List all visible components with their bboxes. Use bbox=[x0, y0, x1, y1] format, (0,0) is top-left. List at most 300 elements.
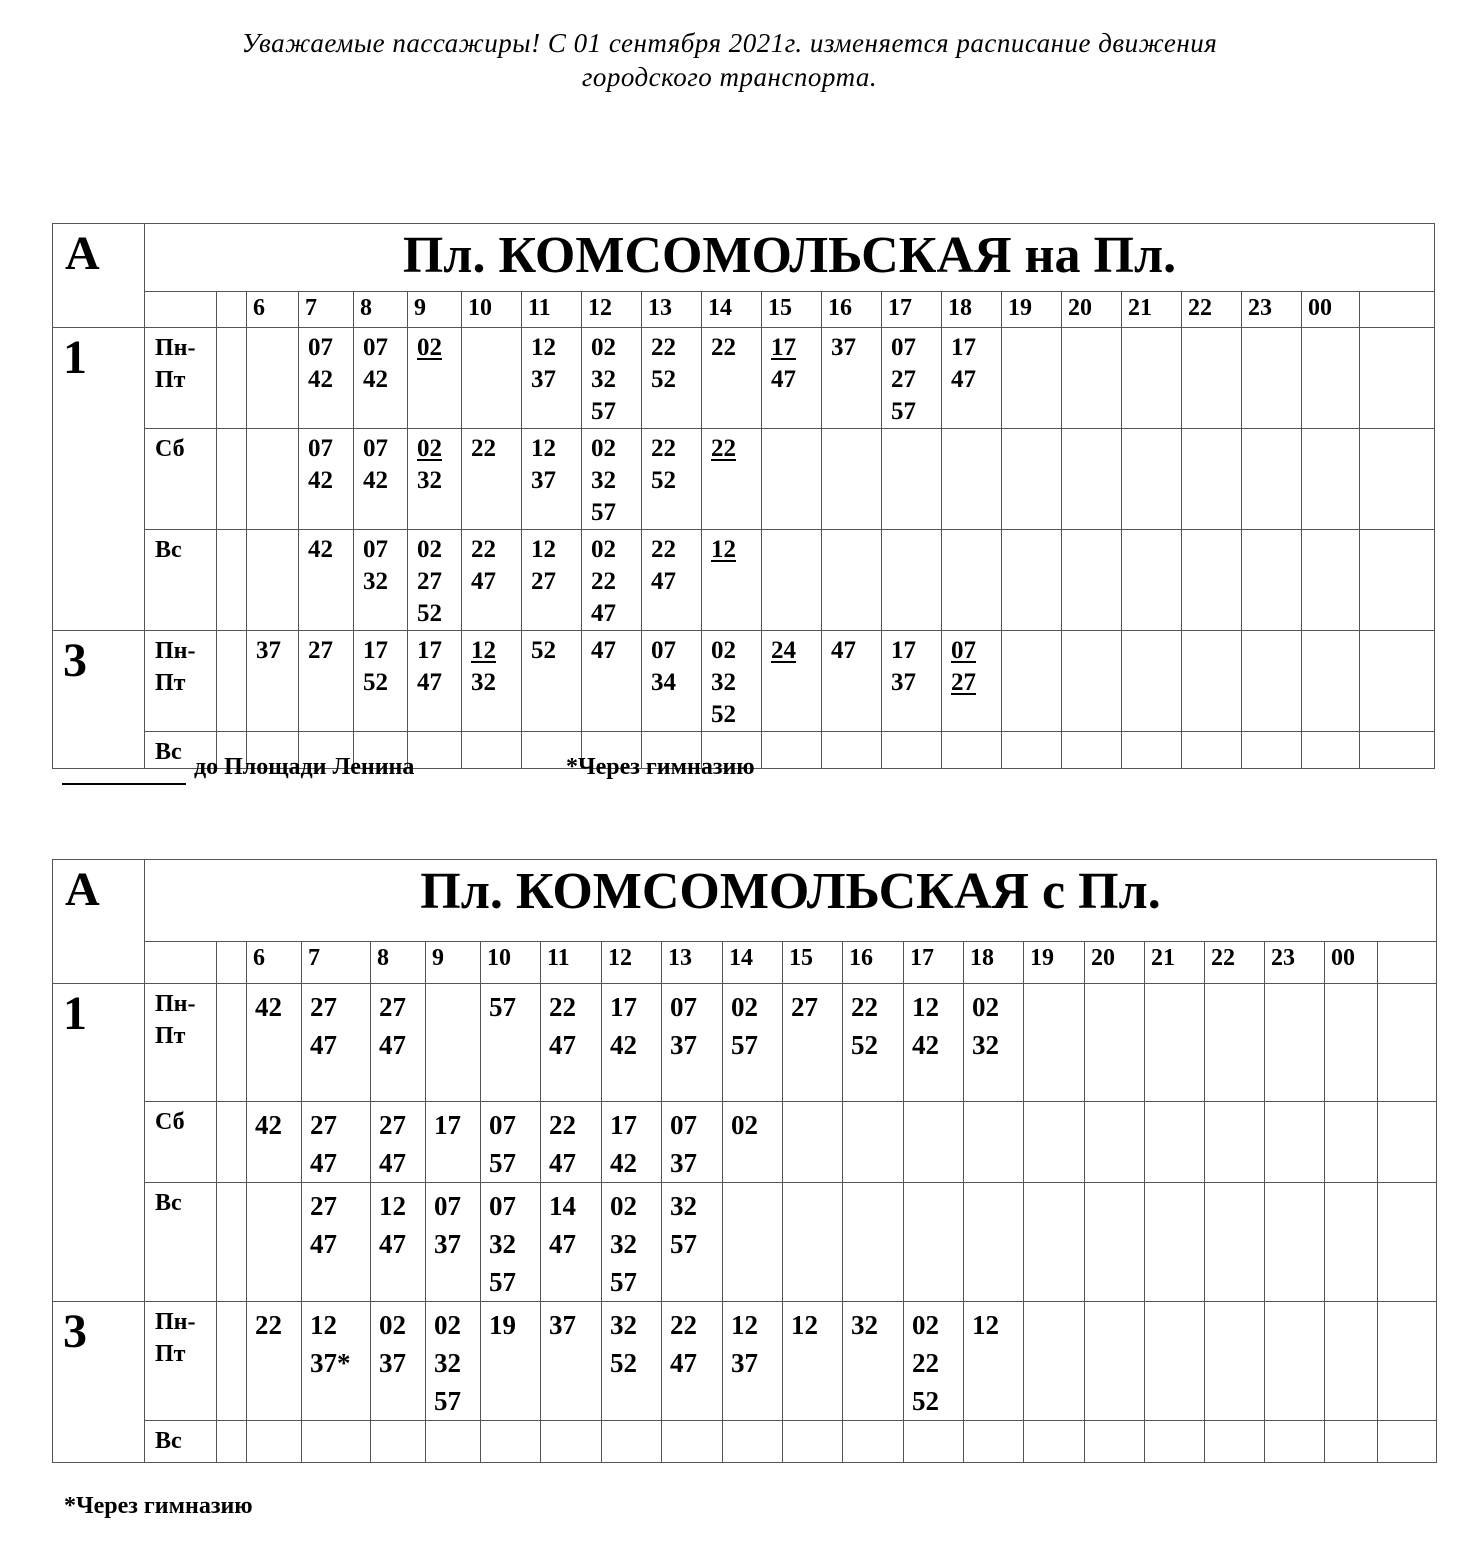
departure-minute: 42 bbox=[363, 467, 388, 494]
departure-cell bbox=[1242, 530, 1302, 631]
hour-header: 15 bbox=[762, 292, 822, 328]
hour-header: 23 bbox=[1242, 292, 1302, 328]
departure-cell bbox=[942, 732, 1002, 769]
departure-minute: 47 bbox=[549, 1148, 576, 1178]
departure-minute: 19 bbox=[489, 1310, 516, 1340]
departure-cell bbox=[904, 1421, 964, 1463]
departure-cell bbox=[582, 328, 642, 429]
route-letter: А bbox=[53, 224, 145, 328]
departure-minute: 47 bbox=[310, 1148, 337, 1178]
departure-cell bbox=[247, 530, 299, 631]
departure-cell bbox=[371, 1183, 426, 1302]
departure-minute: 27 bbox=[417, 568, 442, 595]
blank-cell bbox=[217, 1421, 247, 1463]
departure-cell bbox=[783, 1302, 843, 1421]
departure-minute: 47 bbox=[771, 366, 796, 393]
departure-minute: 42 bbox=[308, 467, 333, 494]
blank-cell bbox=[1360, 631, 1435, 732]
departure-cell bbox=[299, 429, 354, 530]
departure-minute: 32 bbox=[417, 467, 442, 494]
departure-cell bbox=[1024, 1302, 1085, 1421]
departure-minute: 12 bbox=[379, 1191, 406, 1221]
departure-cell bbox=[371, 1421, 426, 1463]
departure-cell bbox=[1122, 328, 1182, 429]
departure-minute: 52 bbox=[651, 366, 676, 393]
departure-minute: 02 bbox=[434, 1310, 461, 1340]
blank-cell bbox=[217, 530, 247, 631]
departure-cell bbox=[843, 1183, 904, 1302]
departure-cell bbox=[762, 429, 822, 530]
hour-header: 18 bbox=[964, 942, 1024, 984]
departure-cell bbox=[1002, 732, 1062, 769]
departure-cell bbox=[1145, 1183, 1205, 1302]
hour-header: 14 bbox=[723, 942, 783, 984]
hour-header: 19 bbox=[1024, 942, 1085, 984]
departure-minute: 57 bbox=[434, 1386, 461, 1416]
departure-minute: 12 bbox=[531, 435, 556, 462]
departure-cell bbox=[762, 328, 822, 429]
departure-cell bbox=[1242, 732, 1302, 769]
blank-cell bbox=[1378, 984, 1437, 1102]
hour-header: 12 bbox=[582, 292, 642, 328]
departure-cell bbox=[1302, 328, 1360, 429]
departure-cell bbox=[408, 530, 462, 631]
blank-cell bbox=[217, 942, 247, 984]
departure-cell bbox=[299, 530, 354, 631]
blank-cell bbox=[217, 1302, 247, 1421]
departure-cell bbox=[1182, 530, 1242, 631]
departure-minute: 42 bbox=[912, 1030, 939, 1060]
departure-cell bbox=[882, 429, 942, 530]
hour-header: 00 bbox=[1302, 292, 1360, 328]
departure-minute: 57 bbox=[731, 1030, 758, 1060]
departure-cell bbox=[354, 429, 408, 530]
departure-cell bbox=[942, 328, 1002, 429]
day-label: Сб bbox=[145, 1102, 217, 1183]
schedule-row bbox=[53, 530, 1435, 631]
blank-cell bbox=[217, 292, 247, 328]
departure-minute: 52 bbox=[912, 1386, 939, 1416]
schedule-row bbox=[53, 631, 1435, 732]
departure-cell bbox=[1002, 328, 1062, 429]
departure-minute: 37 bbox=[256, 637, 281, 664]
departure-cell bbox=[1002, 530, 1062, 631]
departure-cell bbox=[1302, 732, 1360, 769]
departure-cell bbox=[1024, 1421, 1085, 1463]
departure-minute: 57 bbox=[591, 499, 616, 526]
schedule-row bbox=[53, 328, 1435, 429]
departure-cell bbox=[783, 1102, 843, 1183]
hour-header: 12 bbox=[602, 942, 662, 984]
departure-cell bbox=[1325, 1102, 1378, 1183]
departure-cell bbox=[723, 1183, 783, 1302]
notice-line-2: городского транспорта. bbox=[581, 62, 878, 92]
departure-cell bbox=[1205, 1183, 1265, 1302]
departure-cell bbox=[247, 1421, 302, 1463]
departure-cell bbox=[942, 429, 1002, 530]
departure-cell bbox=[1002, 429, 1062, 530]
table-title: Пл. КОМСОМОЛЬСКАЯ с Пл. bbox=[145, 860, 1437, 942]
departure-minute: 52 bbox=[851, 1030, 878, 1060]
departure-minute: 22 bbox=[651, 536, 676, 563]
departure-cell bbox=[1062, 328, 1122, 429]
departure-cell bbox=[964, 984, 1024, 1102]
departure-minute: 02 bbox=[417, 334, 442, 361]
departure-cell bbox=[964, 1183, 1024, 1302]
departure-cell bbox=[723, 1421, 783, 1463]
departure-minute: 47 bbox=[379, 1030, 406, 1060]
departure-cell bbox=[1302, 429, 1360, 530]
notice bbox=[0, 26, 1459, 94]
route-number: 1 bbox=[53, 984, 145, 1302]
blank-cell bbox=[217, 328, 247, 429]
departure-cell bbox=[1302, 530, 1360, 631]
departure-cell bbox=[354, 631, 408, 732]
route-number: 3 bbox=[53, 631, 145, 769]
route-letter: А bbox=[53, 860, 145, 984]
departure-minute: 47 bbox=[310, 1030, 337, 1060]
blank-cell bbox=[1360, 292, 1435, 328]
departure-minute: 02 bbox=[972, 992, 999, 1022]
departure-minute: 14 bbox=[549, 1191, 576, 1221]
departure-cell bbox=[1265, 1183, 1325, 1302]
departure-minute: 37 bbox=[531, 467, 556, 494]
departure-cell bbox=[843, 1102, 904, 1183]
departure-cell bbox=[702, 631, 762, 732]
departure-cell bbox=[1182, 631, 1242, 732]
schedule-table-to bbox=[52, 223, 1435, 769]
departure-cell bbox=[302, 1183, 371, 1302]
departure-minute: 27 bbox=[308, 637, 333, 664]
departure-minute: 57 bbox=[591, 398, 616, 425]
departure-minute: 52 bbox=[363, 669, 388, 696]
departure-cell bbox=[602, 1302, 662, 1421]
departure-cell bbox=[247, 984, 302, 1102]
departure-cell bbox=[1242, 631, 1302, 732]
departure-minute: 47 bbox=[670, 1348, 697, 1378]
departure-cell bbox=[1085, 1102, 1145, 1183]
departure-minute: 27 bbox=[891, 366, 916, 393]
departure-minute: 47 bbox=[379, 1148, 406, 1178]
departure-minute: 47 bbox=[831, 637, 856, 664]
underline-legend-label: до Площади Ленина bbox=[194, 754, 415, 780]
departure-cell bbox=[462, 631, 522, 732]
departure-minute: 32 bbox=[591, 366, 616, 393]
departure-minute: 22 bbox=[912, 1348, 939, 1378]
departure-cell bbox=[904, 1302, 964, 1421]
departure-minute: 37 bbox=[670, 1148, 697, 1178]
blank-cell bbox=[217, 984, 247, 1102]
blank-cell bbox=[1378, 942, 1437, 984]
departure-cell bbox=[1265, 1421, 1325, 1463]
departure-cell bbox=[462, 732, 522, 769]
departure-cell bbox=[843, 1302, 904, 1421]
hour-header: 13 bbox=[662, 942, 723, 984]
departure-minute: 52 bbox=[651, 467, 676, 494]
departure-minute: 07 bbox=[670, 1110, 697, 1140]
departure-cell bbox=[408, 328, 462, 429]
departure-minute: 17 bbox=[771, 334, 796, 361]
departure-cell bbox=[462, 328, 522, 429]
departure-cell bbox=[481, 1302, 541, 1421]
departure-minute: 12 bbox=[531, 536, 556, 563]
departure-cell bbox=[1062, 530, 1122, 631]
departure-minute: 02 bbox=[711, 637, 736, 664]
departure-minute: 32 bbox=[610, 1229, 637, 1259]
departure-minute: 27 bbox=[310, 992, 337, 1022]
day-label: Пн- Пт bbox=[145, 984, 217, 1102]
departure-cell bbox=[408, 732, 462, 769]
departure-cell bbox=[964, 1302, 1024, 1421]
departure-cell bbox=[582, 429, 642, 530]
departure-minute: 02 bbox=[912, 1310, 939, 1340]
departure-minute: 47 bbox=[591, 637, 616, 664]
departure-cell bbox=[1182, 328, 1242, 429]
departure-cell bbox=[904, 984, 964, 1102]
departure-cell bbox=[662, 1421, 723, 1463]
departure-minute: 52 bbox=[610, 1348, 637, 1378]
departure-minute: 07 bbox=[363, 334, 388, 361]
departure-cell bbox=[299, 328, 354, 429]
blank-cell bbox=[217, 1102, 247, 1183]
departure-minute: 57 bbox=[489, 1148, 516, 1178]
departure-cell bbox=[247, 328, 299, 429]
hour-header: 15 bbox=[783, 942, 843, 984]
departure-minute: 47 bbox=[549, 1229, 576, 1259]
departure-minute: 32 bbox=[851, 1310, 878, 1340]
blank-cell bbox=[145, 292, 217, 328]
departure-cell bbox=[1205, 1421, 1265, 1463]
hour-header: 21 bbox=[1145, 942, 1205, 984]
departure-minute: 02 bbox=[591, 536, 616, 563]
departure-cell bbox=[371, 1302, 426, 1421]
hour-header: 17 bbox=[882, 292, 942, 328]
departure-minute: 07 bbox=[363, 536, 388, 563]
departure-minute: 12 bbox=[791, 1310, 818, 1340]
departure-cell bbox=[942, 631, 1002, 732]
hour-header: 8 bbox=[354, 292, 408, 328]
departure-cell bbox=[541, 984, 602, 1102]
day-label: Пн- Пт bbox=[145, 1302, 217, 1421]
departure-minute: 42 bbox=[308, 366, 333, 393]
departure-minute: 37 bbox=[379, 1348, 406, 1378]
departure-cell bbox=[662, 1102, 723, 1183]
departure-minute: 07 bbox=[363, 435, 388, 462]
hour-header: 9 bbox=[426, 942, 481, 984]
departure-minute: 52 bbox=[417, 600, 442, 627]
departure-minute: 47 bbox=[417, 669, 442, 696]
departure-cell bbox=[371, 984, 426, 1102]
departure-minute: 17 bbox=[891, 637, 916, 664]
departure-minute: 17 bbox=[363, 637, 388, 664]
departure-cell bbox=[882, 732, 942, 769]
asterisk-note-1: *Через гимназию bbox=[566, 754, 755, 780]
blank-cell bbox=[1378, 1421, 1437, 1463]
departure-cell bbox=[662, 1302, 723, 1421]
departure-minute: 02 bbox=[417, 536, 442, 563]
departure-minute: 02 bbox=[610, 1191, 637, 1221]
departure-minute: 22 bbox=[255, 1310, 282, 1340]
departure-minute: 34 bbox=[651, 669, 676, 696]
departure-cell bbox=[1024, 984, 1085, 1102]
schedule-row bbox=[53, 1421, 1437, 1463]
departure-cell bbox=[1145, 1421, 1205, 1463]
departure-minute: 07 bbox=[891, 334, 916, 361]
hour-header: 22 bbox=[1205, 942, 1265, 984]
departure-cell bbox=[602, 1102, 662, 1183]
departure-minute: 07 bbox=[651, 637, 676, 664]
departure-cell bbox=[247, 1183, 302, 1302]
departure-minute: 12 bbox=[531, 334, 556, 361]
departure-cell bbox=[942, 530, 1002, 631]
departure-cell bbox=[302, 1302, 371, 1421]
departure-cell bbox=[522, 429, 582, 530]
departure-minute: 37 bbox=[831, 334, 856, 361]
departure-minute: 02 bbox=[731, 992, 758, 1022]
departure-cell bbox=[964, 1102, 1024, 1183]
departure-minute: 07 bbox=[308, 334, 333, 361]
departure-cell bbox=[602, 1421, 662, 1463]
departure-cell bbox=[1085, 984, 1145, 1102]
departure-minute: 57 bbox=[891, 398, 916, 425]
departure-minute: 12 bbox=[310, 1310, 337, 1340]
hour-header: 23 bbox=[1265, 942, 1325, 984]
departure-minute: 22 bbox=[651, 334, 676, 361]
departure-cell bbox=[481, 1421, 541, 1463]
departure-minute: 12 bbox=[711, 536, 736, 563]
departure-minute: 52 bbox=[531, 637, 556, 664]
departure-minute: 07 bbox=[951, 637, 976, 664]
departure-minute: 22 bbox=[549, 992, 576, 1022]
departure-cell bbox=[762, 530, 822, 631]
hour-header: 20 bbox=[1062, 292, 1122, 328]
hour-header: 21 bbox=[1122, 292, 1182, 328]
departure-minute: 02 bbox=[731, 1110, 758, 1140]
departure-cell bbox=[1002, 631, 1062, 732]
hour-header: 22 bbox=[1182, 292, 1242, 328]
departure-cell bbox=[247, 429, 299, 530]
blank-cell bbox=[1360, 328, 1435, 429]
departure-minute: 47 bbox=[651, 568, 676, 595]
departure-cell bbox=[426, 1421, 481, 1463]
departure-cell bbox=[1205, 1302, 1265, 1421]
departure-minute: 12 bbox=[471, 637, 496, 664]
departure-cell bbox=[1325, 1421, 1378, 1463]
departure-cell bbox=[882, 631, 942, 732]
departure-cell bbox=[247, 631, 299, 732]
departure-cell bbox=[302, 984, 371, 1102]
departure-minute: 42 bbox=[610, 1030, 637, 1060]
departure-cell bbox=[247, 1102, 302, 1183]
departure-minute: 42 bbox=[255, 992, 282, 1022]
departure-minute: 27 bbox=[310, 1110, 337, 1140]
departure-cell bbox=[642, 429, 702, 530]
hour-header: 14 bbox=[702, 292, 762, 328]
departure-minute: 32 bbox=[471, 669, 496, 696]
departure-minute: 32 bbox=[591, 467, 616, 494]
departure-cell bbox=[522, 328, 582, 429]
departure-cell bbox=[522, 530, 582, 631]
hour-header: 6 bbox=[247, 942, 302, 984]
departure-cell bbox=[1325, 1183, 1378, 1302]
day-label: Вс bbox=[145, 1421, 217, 1463]
departure-minute: 27 bbox=[379, 992, 406, 1022]
departure-cell bbox=[354, 530, 408, 631]
departure-cell bbox=[426, 1183, 481, 1302]
departure-cell bbox=[354, 328, 408, 429]
departure-minute: 32 bbox=[434, 1348, 461, 1378]
departure-cell bbox=[904, 1102, 964, 1183]
hour-header: 19 bbox=[1002, 292, 1062, 328]
asterisk-note-2: *Через гимназию bbox=[64, 1493, 253, 1519]
departure-minute: 17 bbox=[610, 1110, 637, 1140]
departure-cell bbox=[642, 328, 702, 429]
hour-header: 7 bbox=[302, 942, 371, 984]
departure-cell bbox=[602, 1183, 662, 1302]
departure-cell bbox=[522, 631, 582, 732]
departure-cell bbox=[1062, 429, 1122, 530]
hour-header: 10 bbox=[481, 942, 541, 984]
departure-cell bbox=[882, 328, 942, 429]
day-label: Сб bbox=[145, 429, 217, 530]
departure-cell bbox=[426, 984, 481, 1102]
departure-cell bbox=[299, 631, 354, 732]
departure-minute: 07 bbox=[489, 1191, 516, 1221]
blank-cell bbox=[1378, 1102, 1437, 1183]
departure-minute: 02 bbox=[591, 435, 616, 462]
departure-cell bbox=[1265, 1302, 1325, 1421]
departure-cell bbox=[882, 530, 942, 631]
departure-cell bbox=[1242, 429, 1302, 530]
departure-cell bbox=[702, 429, 762, 530]
departure-cell bbox=[783, 1183, 843, 1302]
departure-cell bbox=[762, 732, 822, 769]
departure-minute: 47 bbox=[591, 600, 616, 627]
departure-cell bbox=[1302, 631, 1360, 732]
departure-cell bbox=[1062, 732, 1122, 769]
departure-cell bbox=[1265, 1102, 1325, 1183]
departure-minute: 02 bbox=[417, 435, 442, 462]
departure-minute: 12 bbox=[731, 1310, 758, 1340]
departure-minute: 32 bbox=[363, 568, 388, 595]
hour-header: 10 bbox=[462, 292, 522, 328]
departure-minute: 47 bbox=[549, 1030, 576, 1060]
hour-header: 7 bbox=[299, 292, 354, 328]
departure-cell bbox=[702, 530, 762, 631]
departure-minute: 47 bbox=[951, 366, 976, 393]
departure-minute: 22 bbox=[591, 568, 616, 595]
departure-minute: 47 bbox=[379, 1229, 406, 1259]
departure-minute: 57 bbox=[610, 1267, 637, 1297]
departure-minute: 22 bbox=[711, 334, 736, 361]
blank-cell bbox=[1360, 429, 1435, 530]
departure-minute: 37 bbox=[670, 1030, 697, 1060]
departure-minute: 37 bbox=[549, 1310, 576, 1340]
departure-cell bbox=[1024, 1102, 1085, 1183]
departure-minute: 02 bbox=[591, 334, 616, 361]
departure-cell bbox=[541, 1302, 602, 1421]
departure-minute: 27 bbox=[951, 669, 976, 696]
departure-cell bbox=[822, 530, 882, 631]
schedule-row bbox=[53, 984, 1437, 1102]
departure-minute: 37* bbox=[310, 1348, 351, 1378]
departure-cell bbox=[1145, 984, 1205, 1102]
departure-cell bbox=[843, 1421, 904, 1463]
departure-cell bbox=[642, 631, 702, 732]
departure-cell bbox=[723, 984, 783, 1102]
departure-cell bbox=[408, 429, 462, 530]
schedule-row bbox=[53, 1102, 1437, 1183]
